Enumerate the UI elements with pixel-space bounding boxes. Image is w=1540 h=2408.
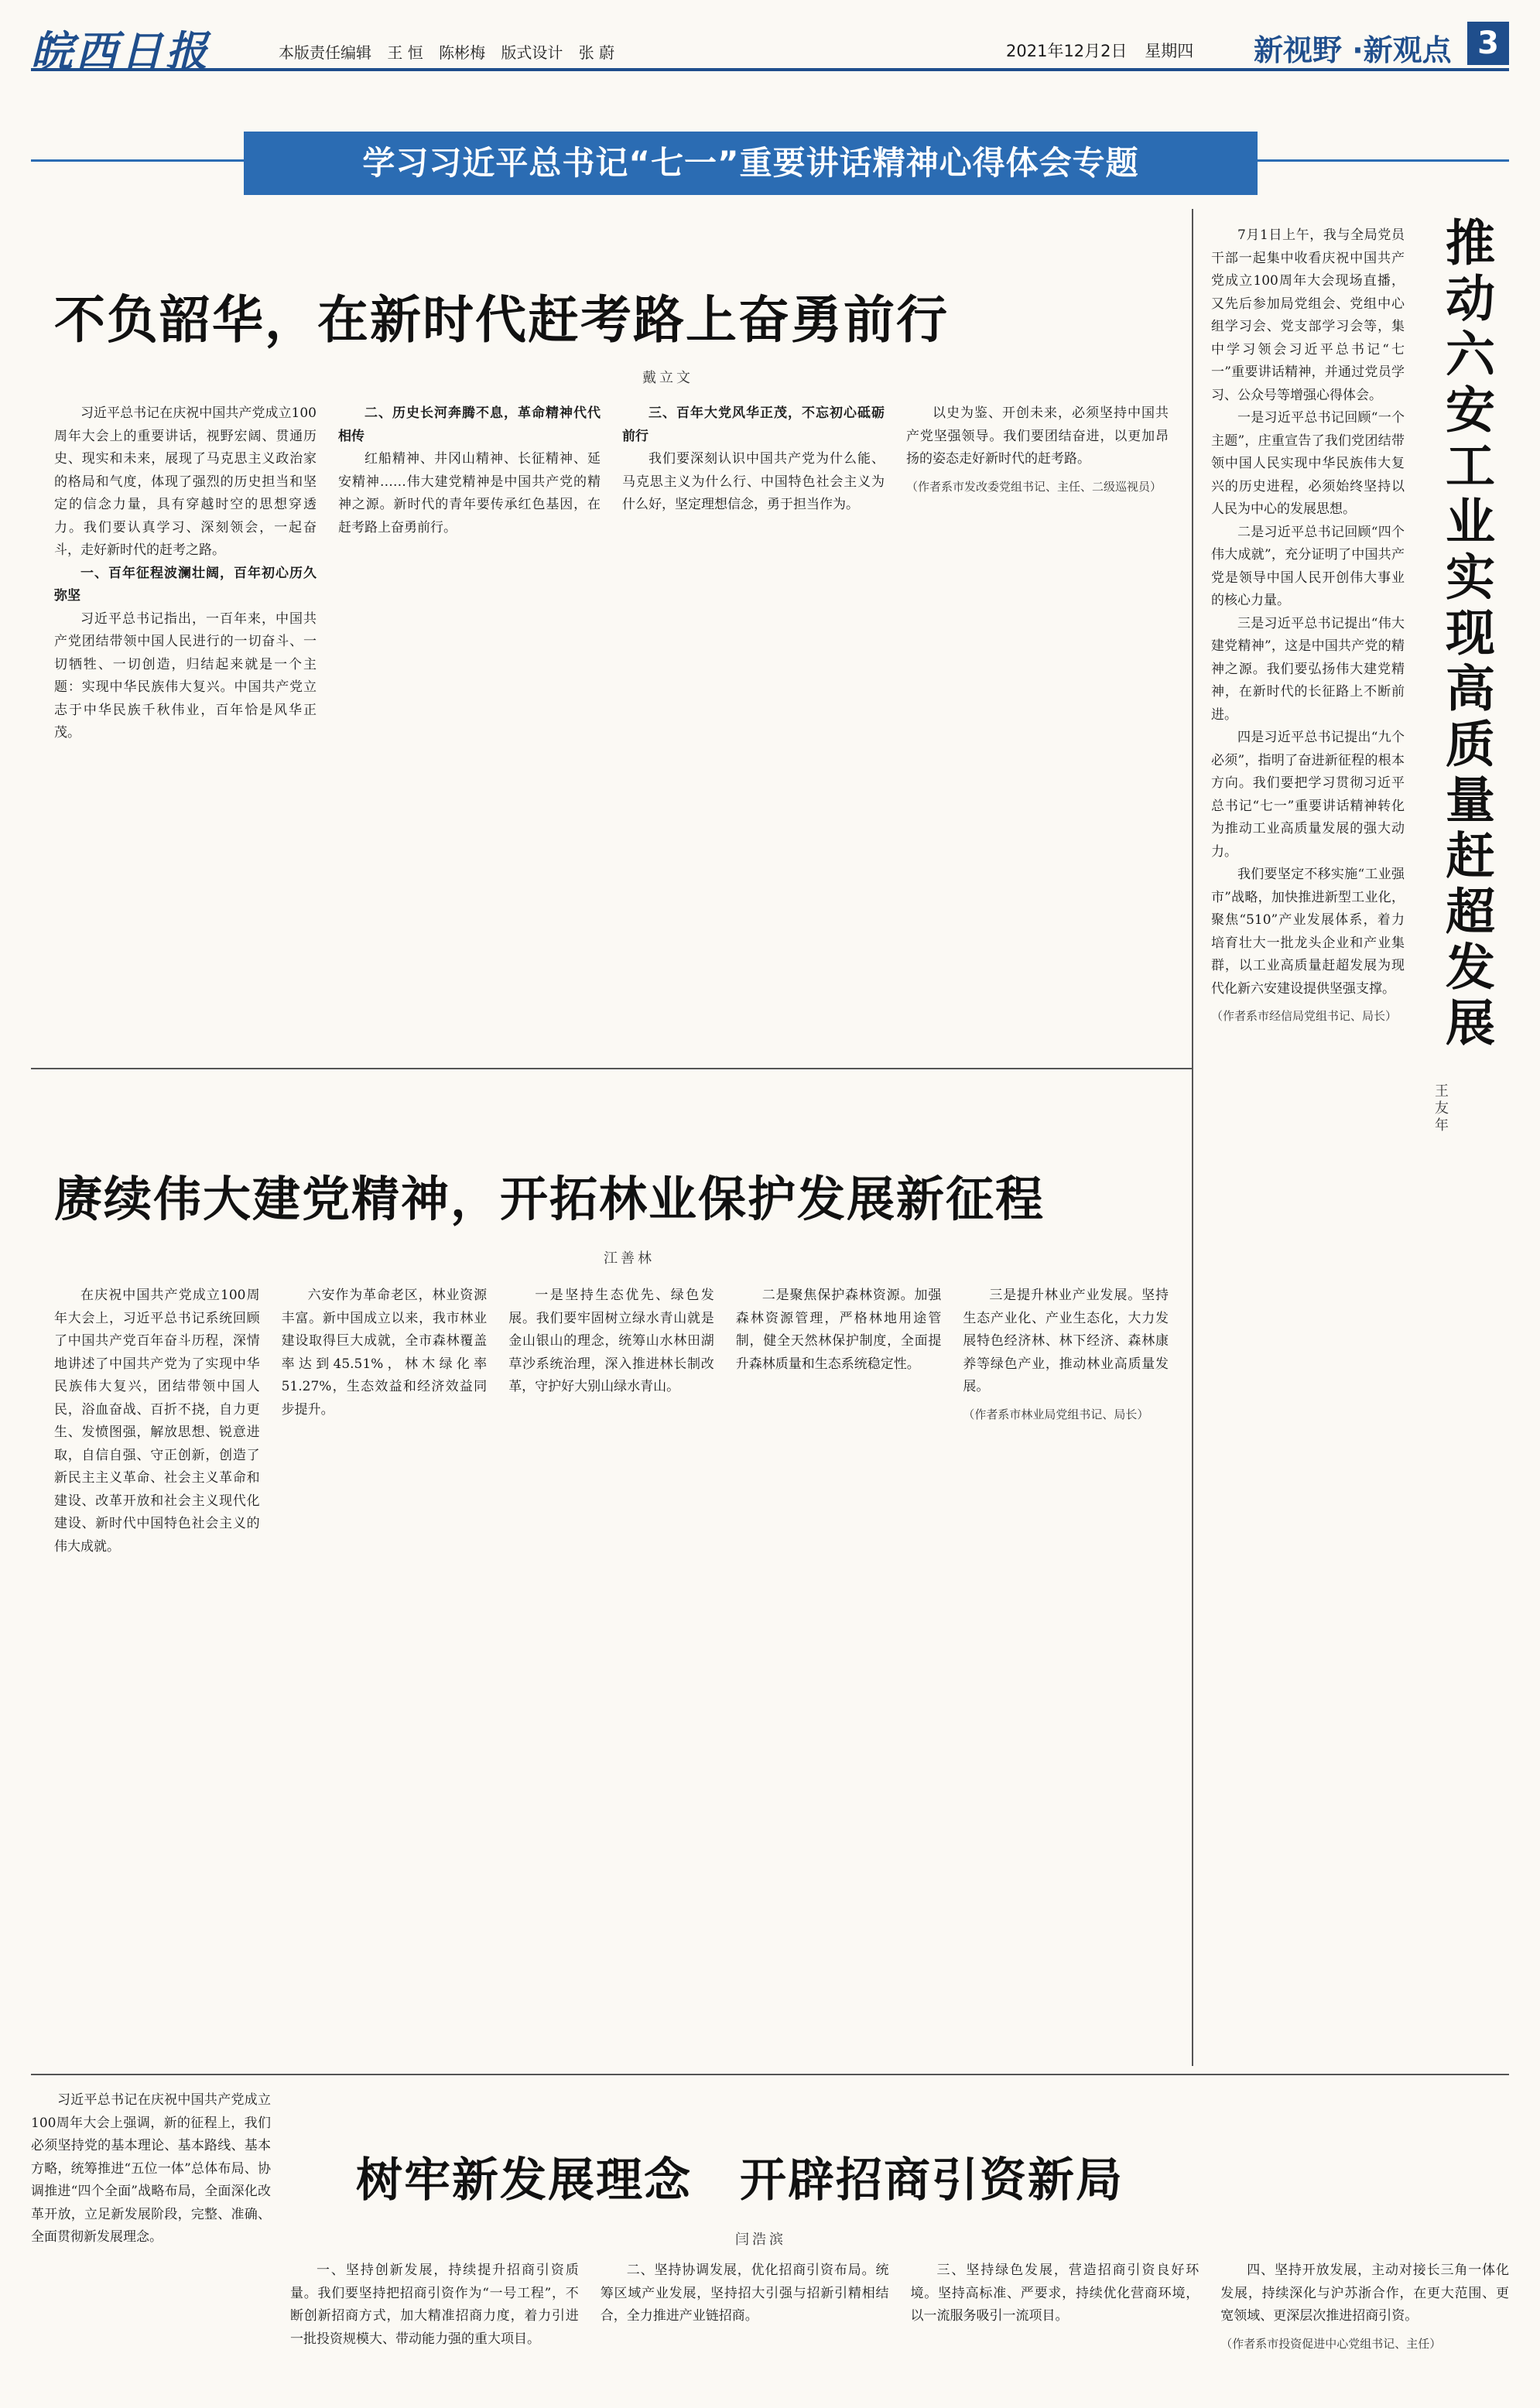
newspaper-logo: 皖西日报: [31, 26, 210, 76]
article2-col-3: [508, 1284, 714, 2051]
article2-byline: 江善林: [604, 1250, 655, 1267]
article1-body: [54, 402, 1169, 1045]
article2-headline: 赓续伟大建党精神，开拓林业保护发展新征程: [54, 1171, 1045, 1227]
article4-headline: 推动六安工业实现高质量赶超发展: [1437, 217, 1495, 1052]
column-divider: [1192, 209, 1193, 2066]
paragraph: 一、坚持创新发展，持续提升招商引资质量。我们要坚持把招商引资作为“一号工程”，不断创新招商方式，加大精准招商力度，着力引进一批投资规模大、带动能力强的重大项目。: [290, 2263, 579, 2347]
article1-col-3: [622, 402, 885, 1045]
paragraph: 我们要坚定不移实施“工业强市”战略，加快推进新型工业化，聚焦“510”产业发展体系，着力培育壮大一批龙头企业和产业集群，以工业高质量赶超发展为现代化新六安建设提供坚强支撑。: [1211, 867, 1405, 997]
article1-col-2: [338, 402, 601, 1045]
article4-col-1: [1211, 224, 1405, 2058]
article2-col-2: [282, 1284, 488, 2051]
divider: [31, 1068, 1192, 1069]
paragraph: 四是习近平总书记提出“九个必须”，指明了奋进新征程的根本方向。我们要把学习贯彻习近平总书记“七一”重要讲话精神转化为推动工业高质量发展的强大动力。: [1211, 730, 1405, 860]
author-note: （作者系市投资促进中心党组书记、主任）: [1220, 2336, 1442, 2351]
article3-col-1: [31, 2089, 271, 2383]
paragraph: 六安作为革命老区，林业资源丰富。新中国成立以来，我市林业建设取得巨大成就，全市森林覆盖率达到45.51%，林木绿化率51.27%，生态效益和经济效益同步提升。: [281, 1288, 488, 1418]
author-note: （作者系市经信局党组书记、局长）: [1211, 1009, 1398, 1023]
divider: [31, 2074, 1509, 2075]
article3-headline: 树牢新发展理念 开辟招商引资新局: [356, 2153, 1124, 2208]
section-title: 新视野 ·新观点: [1254, 33, 1452, 67]
paragraph: 我们要深刻认识中国共产党为什么能、马克思主义为什么行、中国特色社会主义为什么好，坚定理想信念，勇于担当作为。: [622, 451, 885, 512]
article1-headline: 不负韶华，在新时代赶考路上奋勇前行: [54, 289, 949, 350]
article2-body: [54, 1284, 1169, 2051]
paragraph: 三、坚持绿色发展，营造招商引资良好环境。坚持高标准、严要求，持续优化营商环境，以一流服务吸引一流项目。: [910, 2263, 1199, 2324]
article3-lead-col: [31, 2089, 271, 2383]
editor-name: 王 恒: [387, 43, 423, 62]
article4-body: [1211, 224, 1405, 2058]
article3-col-3: [601, 2259, 889, 2399]
paragraph: 二、坚持协调发展，优化招商引资布局。统筹区域产业发展，坚持招大引强与招新引精相结合，全力推进产业链招商。: [600, 2263, 889, 2324]
paragraph: 以史为鉴、开创未来，必须坚持中国共产党坚强领导。我们要团结奋进，以更加昂扬的姿态走好新时代的赶考路。: [906, 405, 1169, 467]
paragraph: 三是习近平总书记提出“伟大建党精神”，这是中国共产党的精神之源。我们要弘扬伟大建党精神，在新时代的长征路上不断前进。: [1211, 615, 1405, 723]
weekday-text: 星期四: [1145, 42, 1194, 60]
editor-credits: [279, 40, 625, 63]
author-note: （作者系市林业局党组书记、局长）: [963, 1407, 1149, 1421]
topic-banner: 学习习近平总书记“七一”重要讲话精神心得体会专题: [244, 132, 1258, 195]
masthead: [31, 17, 1509, 76]
subheading: 二、历史长河奔腾不息，革命精神代代相传: [338, 405, 601, 444]
paragraph: 习近平总书记指出，一百年来，中国共产党团结带领中国人民进行的一切奋斗、一切牺牲、一切创造，归结起来就是一个主题：实现中华民族伟大复兴。中国共产党立志于中华民族千秋伟业，百年恰是风华正茂。: [54, 611, 317, 741]
paragraph: 一是习近平总书记回顾“一个主题”，庄重宣告了我们党团结带领中国人民实现中华民族伟大复兴的历史进程，必须始终坚持以人民为中心的发展思想。: [1211, 410, 1405, 517]
subheading: 三、百年大党风华正茂，不忘初心砥砺前行: [622, 405, 885, 444]
article3-col-5: [1220, 2259, 1509, 2399]
paragraph: 习近平总书记在庆祝中国共产党成立100周年大会上强调，新的征程上，我们必须坚持党的基本理论、基本路线、基本方略，统筹推进“五位一体”总体布局、协调推进“四个全面”战略布局，全面深化改革开放，立足新发展阶段，完整、准确、全面贯彻新发展理念。: [31, 2092, 271, 2245]
article1-col-1: [54, 402, 317, 1045]
editor-label: 本版责任编辑: [279, 43, 371, 62]
layout-name: 张 蔚: [578, 43, 615, 62]
paragraph: 二是习近平总书记回顾“四个伟大成就”，充分证明了中国共产党是领导中国人民开创伟大事业的核心力量。: [1211, 524, 1405, 608]
article2-col-4: [736, 1284, 942, 2051]
article4-byline: 王友年: [1432, 1083, 1449, 1134]
article3-col-2: [290, 2259, 579, 2399]
article3-body: [290, 2259, 1509, 2399]
paragraph: 7月1日上午，我与全局党员干部一起集中收看庆祝中国共产党成立100周年大会现场直播，又先后参加局党组会、党组中心组学习会、党支部学习会等，集中学习领会习近平总书记“七一”重要讲话精神，并通过党员学习、公众号等增强心得体会。: [1211, 227, 1405, 403]
article3-byline: 闫浩滨: [735, 2232, 786, 2248]
article2-col-5: [963, 1284, 1169, 2051]
article1-byline: 戴立文: [642, 370, 693, 386]
paragraph: 习近平总书记在庆祝中国共产党成立100周年大会上的重要讲话，视野宏阔、贯通历史、现实和未来，展现了马克思主义政治家的格局和气度，体现了强烈的历史担当和坚定的信念力量，具有穿越时空的思想穿透力。我们要认真学习、深刻领会，一起奋斗，走好新时代的赶考之路。: [54, 405, 317, 558]
paragraph: 三是提升林业产业发展。坚持生态产业化、产业生态化，大力发展特色经济林、林下经济、森林康养等绿色产业，推动林业高质量发展。: [963, 1288, 1169, 1394]
layout-label: 版式设计: [501, 43, 563, 62]
article2-col-1: [54, 1284, 260, 2051]
subheading: 一、百年征程波澜壮阔，百年初心历久弥坚: [54, 565, 317, 604]
author-note: （作者系市发改委党组书记、主任、二级巡视员）: [906, 479, 1162, 494]
article3-col-4: [911, 2259, 1199, 2399]
date-text: 2021年12月2日: [1006, 42, 1128, 60]
paragraph: 一是坚持生态优先、绿色发展。我们要牢固树立绿水青山就是金山银山的理念，统筹山水林田湖草沙系统治理，深入推进林长制改革，守护好大别山绿水青山。: [508, 1288, 714, 1394]
paragraph: 四、坚持开放发展，主动对接长三角一体化发展，持续深化与沪苏浙合作，在更大范围、更宽领域、更深层次推进招商引资。: [1220, 2263, 1509, 2324]
paragraph: 在庆祝中国共产党成立100周年大会上，习近平总书记系统回顾了中国共产党百年奋斗历程，深情地讲述了中国共产党为了实现中华民族伟大复兴，团结带领中国人民，浴血奋战、百折不挠，自力更生、发愤图强，解放思想、锐意进取，自信自强、守正创新，创造了新民主主义革命、社会主义革命和建设、改革开放和社会主义现代化建设、新时代中国特色社会主义的伟大成就。: [54, 1288, 260, 1555]
article1-col-4: [906, 402, 1169, 1045]
designer-name: 陈彬梅: [439, 43, 486, 62]
paragraph: 二是聚焦保护森林资源。加强森林资源管理，严格林地用途管制，健全天然林保护制度，全面提升森林质量和生态系统稳定性。: [735, 1288, 942, 1372]
paragraph: 红船精神、井冈山精神、长征精神、延安精神……伟大建党精神是中国共产党的精神之源。新时代的青年要传承红色基因，在赶考路上奋勇前行。: [338, 451, 601, 535]
page-number: 3: [1467, 22, 1509, 65]
issue-date: [1006, 39, 1206, 62]
